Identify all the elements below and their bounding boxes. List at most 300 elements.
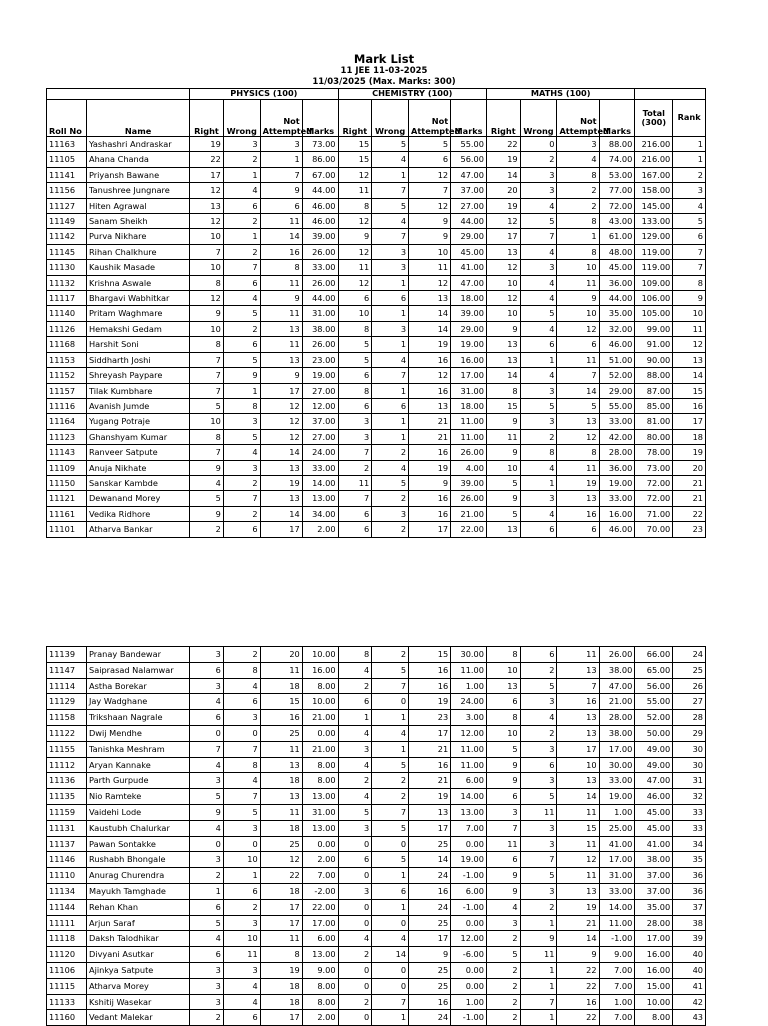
score-cell: 19.00 [599, 789, 635, 805]
score-cell: 16 [409, 352, 451, 367]
score-cell: 10 [486, 725, 520, 741]
student-name-cell: Siddharth Joshi [86, 352, 189, 367]
student-name-cell: Dwij Mendhe [87, 725, 190, 741]
table-row [47, 947, 706, 963]
table-row [47, 757, 706, 773]
score-cell: 4 [223, 183, 260, 198]
score-cell: 3 [223, 710, 260, 726]
score-cell: 4 [223, 445, 260, 460]
score-cell: 145.00 [635, 198, 673, 213]
table-row [47, 383, 706, 398]
score-cell: 25 [409, 962, 451, 978]
score-cell: 3 [338, 741, 372, 757]
score-cell: 4 [223, 978, 260, 994]
score-cell: 8 [557, 244, 599, 259]
score-cell: 16 [557, 994, 599, 1010]
score-cell: 7 [223, 260, 260, 275]
table-row [47, 678, 706, 694]
score-cell: 8 [260, 260, 302, 275]
score-cell: -1.00 [451, 868, 487, 884]
score-cell: 13 [486, 522, 520, 537]
student-name-cell: Rushabh Bhongale [87, 852, 190, 868]
score-cell: 14 [486, 167, 520, 182]
score-cell: 5 [486, 475, 520, 490]
score-cell: 3 [520, 741, 557, 757]
roll-no-cell: 11110 [47, 868, 87, 884]
score-cell: 14 [673, 368, 706, 383]
table-row [47, 152, 706, 167]
score-cell: 10 [557, 306, 599, 321]
score-cell: 11 [557, 352, 599, 367]
roll-no-cell: 11117 [47, 291, 87, 306]
score-cell: 66.00 [635, 647, 673, 663]
roll-no-cell: 11127 [47, 198, 87, 213]
score-cell: 16 [409, 506, 451, 521]
score-cell: 13.00 [302, 947, 338, 963]
table-row [47, 368, 706, 383]
score-cell: 9 [409, 947, 451, 963]
score-cell: 78.00 [635, 445, 673, 460]
score-cell: 2 [338, 678, 372, 694]
score-cell: 3 [223, 820, 260, 836]
student-name-cell: Rehan Khan [87, 899, 190, 915]
score-cell: 2 [338, 994, 372, 1010]
score-cell: 3 [520, 183, 557, 198]
score-cell: 7.00 [599, 962, 635, 978]
table-row [47, 414, 706, 429]
score-cell: 9 [486, 883, 520, 899]
score-cell: 19 [260, 475, 302, 490]
score-cell: 3 [486, 915, 520, 931]
score-cell: 6 [190, 899, 224, 915]
score-cell: 33.00 [599, 773, 635, 789]
score-cell: 16.00 [635, 947, 673, 963]
score-cell: 16 [260, 244, 302, 259]
score-cell: 18.00 [451, 398, 487, 413]
score-cell: 8 [260, 947, 302, 963]
col-math-not-attempted: Not Attempted [557, 100, 599, 137]
table-row [47, 214, 706, 229]
score-cell: 8 [223, 757, 260, 773]
score-cell: 1 [557, 229, 599, 244]
score-cell: 29.00 [451, 321, 487, 336]
score-cell: 29.00 [599, 383, 635, 398]
score-cell: 47.00 [451, 167, 487, 182]
score-cell: 7 [520, 229, 557, 244]
student-name-cell: Shreyash Paypare [86, 368, 189, 383]
table-row [47, 291, 706, 306]
score-cell: 11.00 [451, 662, 487, 678]
score-cell: 12 [673, 337, 706, 352]
roll-no-cell: 11149 [47, 214, 87, 229]
score-cell: 33.00 [302, 260, 338, 275]
score-cell: 19 [486, 152, 520, 167]
score-cell: 52.00 [635, 710, 673, 726]
score-cell: 2 [673, 167, 706, 182]
score-cell: 19 [557, 899, 599, 915]
col-roll-no: Roll No [47, 100, 87, 137]
score-cell: 11 [260, 214, 302, 229]
score-cell: 16 [409, 662, 451, 678]
score-cell: 13 [673, 352, 706, 367]
score-cell: 20 [486, 183, 520, 198]
score-cell: 3 [338, 429, 372, 444]
score-cell: 4 [520, 460, 557, 475]
score-cell: 72.00 [635, 491, 673, 506]
table-row [47, 662, 706, 678]
score-cell: 55.00 [599, 398, 635, 413]
score-cell: 4 [520, 198, 557, 213]
score-cell: 10 [190, 414, 224, 429]
score-cell: 1 [372, 710, 409, 726]
score-cell: 51.00 [599, 352, 635, 367]
score-cell: 45.00 [451, 244, 487, 259]
table-row [47, 915, 706, 931]
score-cell: 30 [673, 741, 706, 757]
roll-no-cell: 11145 [47, 244, 87, 259]
score-cell: 2 [372, 491, 409, 506]
score-cell: 2 [223, 899, 260, 915]
table-row [47, 868, 706, 884]
score-cell: 4 [372, 352, 409, 367]
student-name-cell: Kaushik Masade [86, 260, 189, 275]
score-cell: 12 [409, 275, 451, 290]
score-cell: 29 [673, 725, 706, 741]
score-cell: -6.00 [451, 947, 487, 963]
score-cell: 5 [409, 137, 451, 152]
roll-no-cell: 11144 [47, 899, 87, 915]
score-cell: 12.00 [302, 398, 338, 413]
score-cell: 8 [338, 321, 372, 336]
score-cell: 11 [260, 741, 302, 757]
score-cell: 11 [260, 337, 302, 352]
score-cell: 105.00 [635, 306, 673, 321]
score-cell: 16 [409, 383, 451, 398]
student-name-cell: Divyani Asutkar [87, 947, 190, 963]
score-cell: 11 [260, 931, 302, 947]
score-cell: 26.00 [599, 647, 635, 663]
score-cell: 13 [557, 491, 599, 506]
score-cell: 3 [338, 883, 372, 899]
score-cell: 5 [190, 915, 224, 931]
header-spacer [635, 89, 706, 100]
score-cell: 12 [486, 291, 520, 306]
score-cell: 10 [223, 931, 260, 947]
score-cell: 9 [486, 773, 520, 789]
score-cell: 48.00 [599, 244, 635, 259]
roll-no-cell: 11139 [47, 647, 87, 663]
score-cell: 3 [673, 183, 706, 198]
score-cell: 10 [486, 306, 520, 321]
score-cell: 158.00 [635, 183, 673, 198]
roll-no-cell: 11121 [47, 491, 87, 506]
score-cell: 20 [260, 647, 302, 663]
student-name-cell: Harshit Soni [86, 337, 189, 352]
roll-no-cell: 11106 [47, 962, 87, 978]
table-row [47, 647, 706, 663]
score-cell: 1 [372, 383, 409, 398]
roll-no-cell: 11164 [47, 414, 87, 429]
score-cell: 5 [338, 337, 372, 352]
student-name-cell: Purva Nikhare [86, 229, 189, 244]
score-cell: 11 [557, 868, 599, 884]
score-cell: 13 [260, 757, 302, 773]
score-cell: 44.00 [451, 214, 487, 229]
student-name-cell: Sanam Sheikh [86, 214, 189, 229]
score-cell: 17 [260, 915, 302, 931]
score-cell: 10 [673, 306, 706, 321]
score-cell: 0 [372, 915, 409, 931]
score-cell: 5 [372, 475, 409, 490]
score-cell: 2 [338, 460, 372, 475]
score-cell: 8.00 [635, 1010, 673, 1026]
score-cell: 1 [372, 429, 409, 444]
score-cell: 6 [557, 522, 599, 537]
score-cell: 4 [190, 757, 224, 773]
score-cell: 167.00 [635, 167, 673, 182]
roll-no-cell: 11135 [47, 789, 87, 805]
score-cell: 18 [260, 773, 302, 789]
score-cell: 7 [372, 994, 409, 1010]
score-cell: 24 [409, 899, 451, 915]
score-cell: 91.00 [635, 337, 673, 352]
table-row [47, 229, 706, 244]
score-cell: 14.00 [302, 475, 338, 490]
score-cell: 5 [520, 306, 557, 321]
student-name-cell: Tanushree Jungnare [86, 183, 189, 198]
score-cell: -1.00 [451, 899, 487, 915]
score-cell: 3 [372, 260, 409, 275]
score-cell: 0.00 [451, 962, 487, 978]
score-cell: 3 [520, 414, 557, 429]
score-cell: 61.00 [599, 229, 635, 244]
score-cell: 14 [260, 229, 302, 244]
score-cell: 2.00 [302, 852, 338, 868]
score-cell: 46.00 [599, 337, 635, 352]
score-cell: 7.00 [302, 868, 338, 884]
score-cell: 6 [338, 291, 372, 306]
score-cell: 35 [673, 852, 706, 868]
score-cell: 6 [520, 757, 557, 773]
table-row [47, 244, 706, 259]
score-cell: 11 [260, 804, 302, 820]
score-cell: 1 [223, 229, 260, 244]
score-cell: 17 [260, 522, 302, 537]
score-cell: 7 [260, 167, 302, 182]
score-cell: 14 [372, 947, 409, 963]
student-name-cell: Krishna Aswale [86, 275, 189, 290]
col-phy-marks: Marks [302, 100, 338, 137]
score-cell: 24 [409, 868, 451, 884]
score-cell: 4 [223, 291, 260, 306]
score-cell: 6 [520, 522, 557, 537]
score-cell: 9 [190, 460, 224, 475]
score-cell: 106.00 [635, 291, 673, 306]
score-cell: 11.00 [451, 741, 487, 757]
roll-no-cell: 11115 [47, 978, 87, 994]
score-cell: 17 [486, 229, 520, 244]
score-cell: 25 [260, 836, 302, 852]
score-cell: 7.00 [599, 978, 635, 994]
score-cell: 6 [486, 694, 520, 710]
score-cell: 8 [190, 337, 224, 352]
score-cell: 7 [409, 183, 451, 198]
score-cell: 4 [520, 244, 557, 259]
score-cell: 7 [372, 368, 409, 383]
score-cell: 9 [260, 291, 302, 306]
score-cell: 24 [673, 647, 706, 663]
score-cell: 3 [520, 773, 557, 789]
score-cell: 16 [557, 506, 599, 521]
score-cell: 36.00 [599, 460, 635, 475]
score-cell: 5 [372, 820, 409, 836]
score-cell: 11 [557, 647, 599, 663]
score-cell: 26.00 [451, 491, 487, 506]
score-cell: 0 [520, 137, 557, 152]
score-cell: 11 [520, 947, 557, 963]
score-cell: 7 [223, 491, 260, 506]
roll-no-cell: 11155 [47, 741, 87, 757]
score-cell: 5 [673, 214, 706, 229]
score-cell: 6 [190, 947, 224, 963]
score-cell: 13 [190, 198, 224, 213]
score-cell: 5 [372, 852, 409, 868]
score-cell: 8.00 [302, 978, 338, 994]
score-cell: 13.00 [302, 820, 338, 836]
score-cell: 3 [520, 883, 557, 899]
score-cell: 3 [190, 773, 224, 789]
score-cell: 29.00 [451, 229, 487, 244]
score-cell: 17 [190, 167, 224, 182]
score-cell: 3 [520, 836, 557, 852]
score-cell: 41.00 [451, 260, 487, 275]
score-cell: 17 [260, 899, 302, 915]
score-cell: 12 [338, 214, 372, 229]
table-row [47, 429, 706, 444]
score-cell: 16 [409, 994, 451, 1010]
score-cell: 3 [520, 383, 557, 398]
score-cell: 36 [673, 883, 706, 899]
score-cell: 26.00 [302, 275, 338, 290]
score-cell: 14 [486, 368, 520, 383]
score-cell: 2 [190, 868, 224, 884]
score-cell: 8 [557, 167, 599, 182]
score-cell: 30.00 [599, 757, 635, 773]
score-cell: 11.00 [451, 414, 487, 429]
score-cell: 21.00 [599, 694, 635, 710]
score-cell: 27.00 [302, 429, 338, 444]
score-cell: 36.00 [599, 275, 635, 290]
score-cell: 7 [223, 741, 260, 757]
score-cell: 34 [673, 836, 706, 852]
score-cell: 11.00 [451, 757, 487, 773]
score-cell: 8 [223, 662, 260, 678]
score-cell: 8.00 [302, 773, 338, 789]
score-cell: 13 [260, 491, 302, 506]
score-cell: 18 [260, 678, 302, 694]
score-cell: 22 [673, 506, 706, 521]
score-cell: 12 [557, 429, 599, 444]
score-cell: 13 [260, 460, 302, 475]
roll-no-cell: 11146 [47, 852, 87, 868]
score-cell: 8 [223, 398, 260, 413]
score-cell: 19.00 [451, 337, 487, 352]
score-cell: 37.00 [302, 414, 338, 429]
roll-no-cell: 11143 [47, 445, 87, 460]
score-cell: 31.00 [302, 804, 338, 820]
score-cell: 6 [338, 506, 372, 521]
score-cell: 11 [338, 183, 372, 198]
student-name-cell: Astha Borekar [87, 678, 190, 694]
student-name-cell: Atharva Bankar [86, 522, 189, 537]
score-cell: 1 [372, 337, 409, 352]
score-cell: 18 [260, 978, 302, 994]
score-cell: 14 [260, 445, 302, 460]
score-cell: 4 [520, 710, 557, 726]
score-cell: 1.00 [599, 804, 635, 820]
score-cell: 6 [673, 229, 706, 244]
score-cell: 4 [338, 662, 372, 678]
score-cell: 19 [673, 445, 706, 460]
score-cell: 9 [338, 229, 372, 244]
student-name-cell: Arjun Saraf [87, 915, 190, 931]
score-cell: 12 [260, 852, 302, 868]
score-cell: 4 [223, 773, 260, 789]
score-cell: 0 [338, 1010, 372, 1026]
table-row [47, 398, 706, 413]
score-cell: 5 [190, 789, 224, 805]
score-cell: 13 [260, 352, 302, 367]
score-cell: 13 [557, 414, 599, 429]
table-row [47, 725, 706, 741]
score-cell: 5 [372, 757, 409, 773]
score-cell: 10 [190, 321, 224, 336]
score-cell: 0 [190, 725, 224, 741]
score-cell: 14.00 [451, 789, 487, 805]
score-cell: 3 [223, 962, 260, 978]
student-name-cell: Tanishka Meshram [87, 741, 190, 757]
score-cell: 2.00 [302, 1010, 338, 1026]
score-cell: 11 [486, 836, 520, 852]
score-cell: 46.00 [635, 789, 673, 805]
score-cell: 16.00 [599, 506, 635, 521]
score-cell: 41.00 [635, 836, 673, 852]
score-cell: 12 [260, 414, 302, 429]
col-chem-marks: Marks [451, 100, 487, 137]
score-cell: 18 [260, 820, 302, 836]
score-cell: 19 [260, 962, 302, 978]
score-cell: 10 [557, 757, 599, 773]
score-cell: 21.00 [451, 506, 487, 521]
score-cell: 10 [190, 260, 224, 275]
score-cell: 41 [673, 978, 706, 994]
score-cell: 3 [190, 647, 224, 663]
score-cell: 0.00 [302, 836, 338, 852]
score-cell: 13 [260, 321, 302, 336]
score-cell: 6 [486, 852, 520, 868]
table-row [47, 789, 706, 805]
col-total: Total (300) [635, 100, 673, 137]
exam-subtitle: 11 JEE 11-03-2025 [340, 66, 428, 76]
col-phy-wrong: Wrong [223, 100, 260, 137]
score-cell: 4 [338, 931, 372, 947]
table-row [47, 460, 706, 475]
score-cell: 42.00 [599, 429, 635, 444]
score-cell: 4 [190, 931, 224, 947]
score-cell: 12 [557, 321, 599, 336]
score-cell: 0 [223, 836, 260, 852]
score-cell: 13 [557, 773, 599, 789]
